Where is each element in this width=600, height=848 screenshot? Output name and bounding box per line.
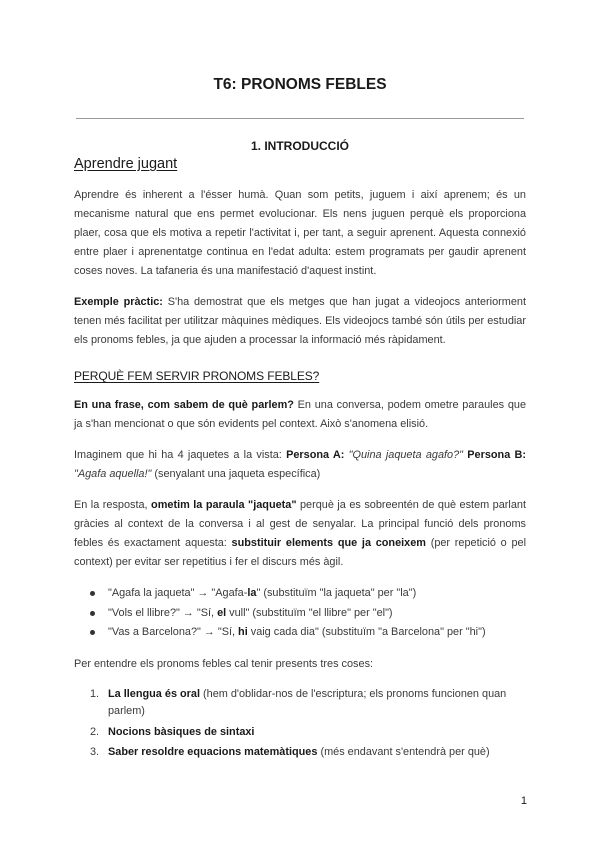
list-item: 2. Nocions bàsiques de sintaxi [90,725,255,738]
list-item: "Vols el llibre?" → "Sí, el vull" (substituïm "el llibre" per "el") [74,604,526,624]
title-divider [76,118,524,119]
example-label: Exemple pràctic: [74,296,163,308]
imagine-text: Imaginem que hi ha 4 jaquetes a la vista: [74,449,287,461]
page-number: 1 [520,795,527,807]
document-title: T6: PRONOMS FEBLES [213,76,387,93]
paragraph-imagine [74,446,526,484]
list-item: "Vas a Barcelona?" → "Sí, hi vaig cada dia" (substituïm "a Barcelona" per "hi") [74,623,526,643]
persona-b-note: (senyalant una jaqueta específica) [151,468,321,480]
persona-b-quote: "Agafa aquella!" [74,468,152,480]
examples-bullet-list [74,584,526,643]
answer-end: (per repetició o pel context) per evitar ser repetitius i fer el discurs més àgil. [74,537,526,568]
paragraph-list-intro: Per entendre els pronoms febles cal tenir presents tres coses: [74,657,374,670]
answer-bold-2: substituir elements que ja coneixem [231,537,426,549]
persona-a-label: Persona A: [286,449,345,461]
requirements-numbered-list [74,686,526,762]
persona-a-quote: "Quina jaqueta agafo?" [344,449,464,461]
document-body [74,156,526,765]
question-text: En una conversa, podem ometre paraules que ja s'han mencionat o que són evidents pel context. Això s'anomena elisió. [74,399,527,430]
question-bold: En una frase, com sabem de què parlem? [74,399,294,411]
paragraph-example [74,293,526,350]
example-text: S'ha demostrat que els metges que han jugat a videojocs anteriorment tenen més facilitat per utilitzar màquines mèdiques. Els videojocs també són útils per estudiar els pronoms febles, ja que ajuden a processar la informació més ràpidament. [74,296,526,346]
paragraph-answer [74,496,526,572]
subheading-perque: PERQUÈ FEM SERVIR PRONOMS FEBLES? [74,369,320,383]
subheading-aprendre-jugant: Aprendre jugant [74,156,178,172]
section-heading: 1. INTRODUCCIÓ [250,139,349,153]
paragraph-intro: Aprendre és inherent a l'ésser humà. Quan som petits, juguem i així aprenem; és un mecanisme natural que ens permet evolucionar. Els nens juguen perquè els proporciona plaer, cosa que els motiva a repetir l'activitat i, per tant, a seguir aprenent. Aquesta connexió entre plaer i aprenentatge continua en l'edat adulta: estem programats per gaudir aprenent coses noves. La tafaneria és una manifestació d'aquest instint. [74,189,526,277]
answer-start: En la resposta, [74,499,152,511]
bullet-icon [90,611,95,616]
answer-mid: perquè ja es sobreentén de què estem parlant gràcies al context de la conversa i al gest de senyalar. La principal funció dels pronoms febles és exactament aquesta: [74,499,526,549]
list-item: 1. La llengua és oral (hem d'oblidar-nos de l'escriptura; els pronoms funcionen quan parlem) [90,687,507,717]
list-item: 3. Saber resoldre equacions matemàtiques (més endavant s'entendrà per què) [90,746,490,758]
paragraph-question [74,396,526,434]
answer-bold-1: ometim la paraula "jaqueta" [151,499,297,511]
persona-b-label: Persona B: [463,449,526,461]
bullet-icon [90,630,95,635]
bullet-icon [90,591,95,596]
list-item: "Agafa la jaqueta" → "Agafa-la" (substituïm "la jaqueta" per "la") [74,584,526,604]
